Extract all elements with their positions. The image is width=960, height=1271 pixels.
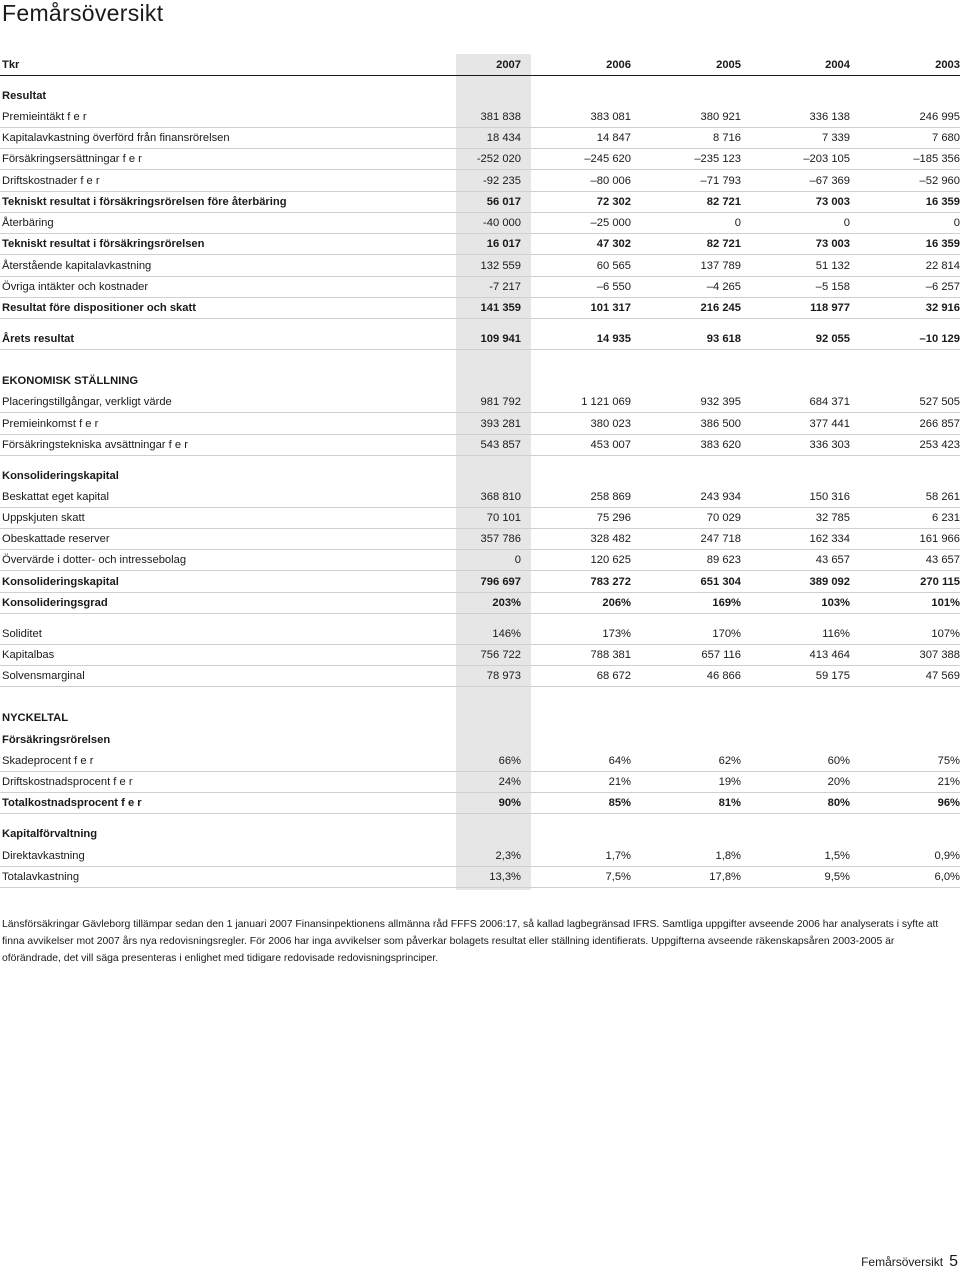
value-cell: –25 000 — [590, 217, 631, 229]
table-row — [0, 435, 960, 456]
value-cell: 357 786 — [480, 533, 521, 545]
value-cell: –71 793 — [700, 175, 741, 187]
value-cell: 307 388 — [919, 649, 960, 661]
value-cell: 243 934 — [700, 491, 741, 503]
row-label: Placeringstillgångar, verkligt värde — [2, 396, 172, 408]
row-label: Obeskattade reserver — [2, 533, 110, 545]
value-cell: 453 007 — [590, 439, 631, 451]
value-cell: 657 116 — [701, 649, 741, 661]
value-cell: 16 359 — [925, 196, 960, 208]
section-heading — [0, 371, 960, 391]
row-label: Återbäring — [2, 217, 54, 229]
value-cell: 60 565 — [596, 260, 631, 272]
value-cell: 118 977 — [810, 302, 850, 314]
row-label: Försäkringsrörelsen — [2, 734, 111, 746]
value-cell: 756 722 — [480, 649, 521, 661]
value-cell: 368 810 — [480, 491, 521, 503]
value-cell: 14 935 — [596, 333, 631, 345]
value-cell: –67 369 — [809, 175, 850, 187]
row-label: Uppskjuten skatt — [2, 512, 85, 524]
table-row — [0, 593, 960, 614]
row-label: Driftskostnadsprocent f e r — [2, 776, 133, 788]
table-row — [0, 149, 960, 170]
value-cell: 17,8% — [709, 871, 741, 883]
table-row — [0, 192, 960, 213]
value-cell: –6 550 — [596, 281, 631, 293]
value-cell: 258 869 — [590, 491, 631, 503]
value-cell: 386 500 — [700, 418, 741, 430]
value-cell: 51 132 — [815, 260, 850, 272]
value-cell: 173% — [602, 628, 631, 640]
table-row — [0, 572, 960, 593]
value-cell: –5 158 — [815, 281, 850, 293]
row-label: Konsolideringskapital — [2, 576, 119, 588]
value-cell: 101 317 — [590, 302, 631, 314]
value-cell: 253 423 — [919, 439, 960, 451]
value-cell: 393 281 — [480, 418, 521, 430]
value-cell: 75% — [937, 755, 960, 767]
value-cell: 6,0% — [934, 871, 960, 883]
section-heading — [0, 824, 960, 844]
page-number: 5 — [949, 1253, 958, 1270]
value-cell: 103% — [821, 597, 850, 609]
value-cell: -92 235 — [483, 175, 521, 187]
value-cell: 107% — [931, 628, 960, 640]
value-cell: 543 857 — [480, 439, 521, 451]
value-cell: 0,9% — [934, 850, 960, 862]
table-row — [0, 624, 960, 645]
row-label: Försäkringstekniska avsättningar f e r — [2, 439, 188, 451]
value-cell: 380 921 — [700, 111, 741, 123]
value-cell: 7 680 — [932, 132, 960, 144]
row-label: Tekniskt resultat i försäkringsrörelsen före återbäring — [2, 196, 287, 208]
table-row — [0, 846, 960, 867]
value-cell: 389 092 — [809, 576, 850, 588]
row-label: EKONOMISK STÄLLNING — [2, 375, 139, 387]
row-label: Soliditet — [2, 628, 42, 640]
value-cell: 0 — [734, 217, 741, 229]
value-cell: 266 857 — [919, 418, 960, 430]
table-row — [0, 234, 960, 255]
value-cell: 2,3% — [495, 850, 521, 862]
value-cell: 96% — [937, 797, 960, 809]
value-cell: 82 721 — [706, 238, 741, 250]
value-cell: 14 847 — [596, 132, 631, 144]
row-label: Premieinkomst f e r — [2, 418, 99, 430]
row-label: Konsolideringskapital — [2, 470, 119, 482]
value-cell: 206% — [602, 597, 631, 609]
table-row — [0, 793, 960, 814]
section-heading — [0, 466, 960, 486]
year-header: 2005 — [716, 59, 741, 71]
table-row — [0, 666, 960, 687]
table-row — [0, 508, 960, 529]
value-cell: 90% — [498, 797, 521, 809]
value-cell: 141 359 — [480, 302, 521, 314]
value-cell: 19% — [718, 776, 741, 788]
value-cell: 92 055 — [815, 333, 850, 345]
section-heading — [0, 730, 960, 750]
value-cell: 78 973 — [486, 670, 521, 682]
value-cell: 21% — [608, 776, 631, 788]
value-cell: 161 966 — [919, 533, 960, 545]
value-cell: 380 023 — [590, 418, 631, 430]
table-row — [0, 256, 960, 277]
value-cell: 381 838 — [480, 111, 521, 123]
value-cell: 981 792 — [480, 396, 521, 408]
value-cell: 383 620 — [700, 439, 741, 451]
row-label: Totalkostnadsprocent f e r — [2, 797, 142, 809]
value-cell: 170% — [712, 628, 741, 640]
table-row — [0, 867, 960, 888]
table-row — [0, 645, 960, 666]
value-cell: 7 339 — [822, 132, 850, 144]
value-cell: 58 261 — [925, 491, 960, 503]
value-cell: 22 814 — [925, 260, 960, 272]
table-row — [0, 392, 960, 413]
value-cell: 32 916 — [925, 302, 960, 314]
value-cell: 101% — [931, 597, 960, 609]
value-cell: 32 785 — [815, 512, 850, 524]
row-label: Driftskostnader f e r — [2, 175, 100, 187]
value-cell: 651 304 — [700, 576, 741, 588]
year-header: 2007 — [496, 59, 521, 71]
value-cell: 383 081 — [590, 111, 631, 123]
page-footer — [861, 1253, 958, 1271]
value-cell: 89 623 — [706, 554, 741, 566]
table-row — [0, 329, 960, 350]
section-heading — [0, 708, 960, 728]
row-label: Kapitalavkastning överförd från finansrörelsen — [2, 132, 230, 144]
value-cell: -40 000 — [483, 217, 521, 229]
value-cell: 73 003 — [815, 196, 850, 208]
table-row — [0, 171, 960, 192]
value-cell: 70 101 — [486, 512, 521, 524]
value-cell: 75 296 — [596, 512, 631, 524]
row-label: Solvensmarginal — [2, 670, 85, 682]
value-cell: 1,7% — [605, 850, 631, 862]
section-heading — [0, 86, 960, 106]
value-cell: 132 559 — [480, 260, 521, 272]
row-label: Försäkringsersättningar f e r — [2, 153, 142, 165]
value-cell: 932 395 — [700, 396, 741, 408]
value-cell: –203 105 — [803, 153, 850, 165]
value-cell: 64% — [608, 755, 631, 767]
table-row — [0, 213, 960, 234]
row-label: Kapitalförvaltning — [2, 828, 98, 840]
value-cell: 21% — [937, 776, 960, 788]
value-cell: 16 359 — [925, 238, 960, 250]
table-header — [0, 55, 960, 76]
value-cell: -7 217 — [489, 281, 521, 293]
value-cell: 1 121 069 — [581, 396, 631, 408]
table-row — [0, 529, 960, 550]
value-cell: 73 003 — [815, 238, 850, 250]
row-label: Kapitalbas — [2, 649, 55, 661]
value-cell: 59 175 — [815, 670, 850, 682]
value-cell: 120 625 — [590, 554, 631, 566]
value-cell: 270 115 — [920, 576, 960, 588]
value-cell: 46 866 — [706, 670, 741, 682]
value-cell: 116% — [822, 628, 850, 640]
value-cell: 56 017 — [486, 196, 521, 208]
footnote: Länsförsäkringar Gävleborg tillämpar sedan den 1 januari 2007 Finansinpektionens allmänna råd FFFS 2006:17, så kallad lagbegränsad IFRS. Samtliga uppgifter avseende 2006 har analyserats i syfte att finna avvikelser mot 2007 års nya redovisningsregler. För 2006 har inga avvikelser som påverkar bolagets resultat eller ställning identifierats. Uppgifterna avseende räkenskapsåren 2003-2005 är oförändrade, det vill säga presenteras i enlighet med tidigare redovisade redovisningsprinciper. — [2, 919, 939, 964]
value-cell: 43 657 — [925, 554, 960, 566]
row-label: Konsolideringsgrad — [2, 597, 108, 609]
value-cell: 109 941 — [480, 333, 521, 345]
value-cell: 24% — [498, 776, 521, 788]
value-cell: 60% — [827, 755, 850, 767]
value-cell: 527 505 — [919, 396, 960, 408]
value-cell: 796 697 — [480, 576, 521, 588]
table-row — [0, 487, 960, 508]
value-cell: –80 006 — [590, 175, 631, 187]
table-row — [0, 414, 960, 435]
row-label: Återstående kapitalavkastning — [2, 260, 152, 272]
value-cell: –6 257 — [925, 281, 960, 293]
value-cell: 6 231 — [932, 512, 960, 524]
row-label: Beskattat eget kapital — [2, 491, 109, 503]
value-cell: 82 721 — [706, 196, 741, 208]
row-label: NYCKELTAL — [2, 712, 69, 724]
value-cell: 377 441 — [809, 418, 850, 430]
row-label: Övriga intäkter och kostnader — [2, 281, 149, 293]
value-cell: 328 482 — [590, 533, 631, 545]
value-cell: 47 302 — [596, 238, 631, 250]
value-cell: 336 303 — [809, 439, 850, 451]
unit-label: Tkr — [2, 59, 20, 71]
value-cell: 246 995 — [919, 111, 960, 123]
row-label: Resultat — [2, 90, 47, 102]
row-label: Premieintäkt f e r — [2, 111, 87, 123]
value-cell: 16 017 — [486, 238, 521, 250]
value-cell: 93 618 — [706, 333, 741, 345]
value-cell: –235 123 — [694, 153, 741, 165]
table-row — [0, 298, 960, 319]
row-label: Direktavkastning — [2, 850, 85, 862]
value-cell: 684 371 — [809, 396, 850, 408]
value-cell: 9,5% — [824, 871, 850, 883]
table-row — [0, 128, 960, 149]
table-row — [0, 751, 960, 772]
value-cell: 68 672 — [596, 670, 631, 682]
footer-section: Femårsöversikt — [861, 1255, 944, 1269]
value-cell: 66% — [498, 755, 521, 767]
value-cell: 146% — [492, 628, 521, 640]
year-header: 2004 — [825, 59, 850, 71]
value-cell: 788 381 — [590, 649, 631, 661]
value-cell: 80% — [827, 797, 850, 809]
value-cell: 1,5% — [824, 850, 850, 862]
value-cell: –10 129 — [919, 333, 960, 345]
table-row — [0, 550, 960, 571]
row-label: Resultat före dispositioner och skatt — [2, 302, 196, 314]
value-cell: 47 569 — [925, 670, 960, 682]
value-cell: 216 245 — [700, 302, 741, 314]
row-label: Övervärde i dotter- och intressebolag — [2, 554, 187, 566]
value-cell: 413 464 — [809, 649, 850, 661]
value-cell: 85% — [608, 797, 631, 809]
value-cell: 8 716 — [713, 132, 741, 144]
value-cell: 7,5% — [605, 871, 631, 883]
table-row — [0, 277, 960, 298]
row-label: Totalavkastning — [2, 871, 80, 883]
page-title: Femårsöversikt — [2, 0, 164, 26]
row-label: Årets resultat — [2, 333, 75, 345]
value-cell: –52 960 — [919, 175, 960, 187]
value-cell: 81% — [718, 797, 741, 809]
row-label: Tekniskt resultat i försäkringsrörelsen — [2, 238, 205, 250]
value-cell: -252 020 — [476, 153, 521, 165]
value-cell: 1,8% — [715, 850, 741, 862]
value-cell: –185 356 — [913, 153, 960, 165]
value-cell: 18 434 — [486, 132, 521, 144]
value-cell: 783 272 — [590, 576, 631, 588]
value-cell: 137 789 — [700, 260, 741, 272]
value-cell: 247 718 — [700, 533, 741, 545]
value-cell: 150 316 — [809, 491, 850, 503]
table-row — [0, 107, 960, 128]
value-cell: 0 — [514, 554, 521, 566]
value-cell: 203% — [492, 597, 521, 609]
year-header: 2006 — [606, 59, 631, 71]
value-cell: 0 — [843, 217, 850, 229]
value-cell: 72 302 — [596, 196, 631, 208]
value-cell: 20% — [827, 776, 850, 788]
table-row — [0, 772, 960, 793]
value-cell: 62% — [718, 755, 741, 767]
value-cell: –4 265 — [706, 281, 741, 293]
row-label: Skadeprocent f e r — [2, 755, 94, 767]
value-cell: 43 657 — [815, 554, 850, 566]
value-cell: 0 — [953, 217, 960, 229]
year-header: 2003 — [935, 59, 960, 71]
value-cell: 336 138 — [809, 111, 850, 123]
value-cell: 169% — [712, 597, 741, 609]
value-cell: 70 029 — [706, 512, 741, 524]
value-cell: 13,3% — [489, 871, 521, 883]
value-cell: 162 334 — [809, 533, 850, 545]
value-cell: –245 620 — [584, 153, 631, 165]
